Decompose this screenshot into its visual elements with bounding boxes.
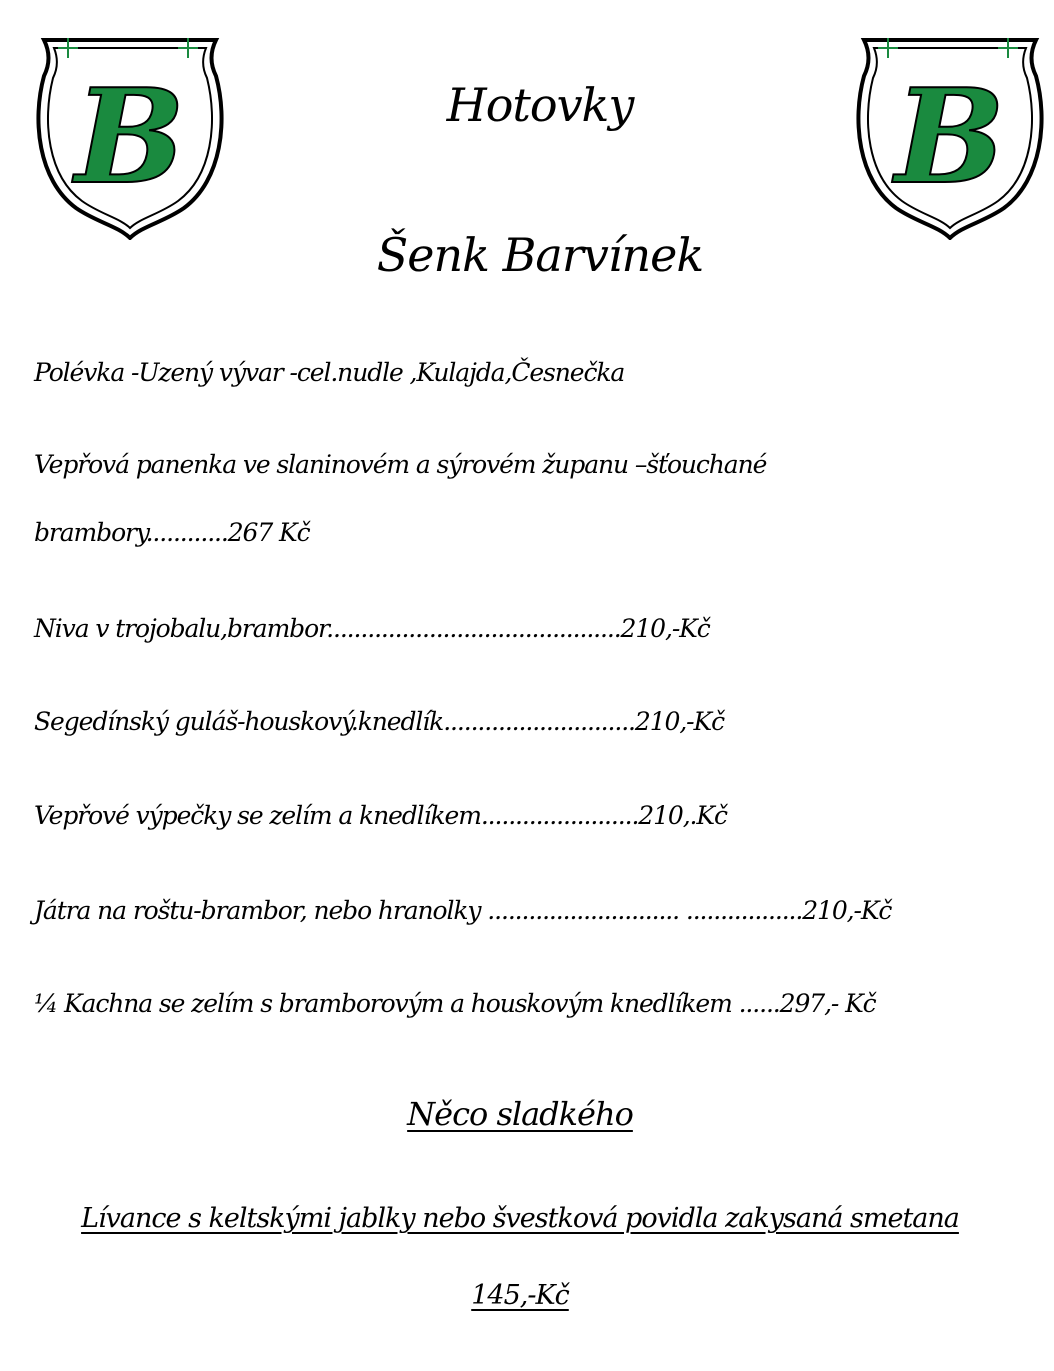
logo-letter: B	[895, 60, 1005, 213]
restaurant-name: Šenk Barvínek	[376, 228, 704, 282]
dessert-price: 145,-Kč	[471, 1280, 569, 1311]
logo-letter: B	[75, 60, 185, 213]
menu-item-duck: ¼ Kachna se zelím s bramborovým a houskovým knedlíkem ......297,- Kč	[34, 989, 876, 1018]
menu-item-niva: Niva v trojobalu,brambor...........................................210,-Kč	[34, 614, 710, 643]
menu-item-liver: Játra na roštu-brambor, nebo hranolky ............................ .................210,-Kč	[34, 896, 892, 925]
menu-item-pork-tenderloin-line2: brambory............267 Kč	[34, 518, 310, 547]
menu-item-roast-pork: Vepřové výpečky se zelím a knedlíkem.......................210,.Kč	[34, 801, 727, 830]
page-title: Hotovky	[446, 78, 634, 132]
dessert-heading: Něco sladkého	[407, 1095, 633, 1133]
dessert-item: Lívance s keltskými jablky nebo švestková povidla zakysaná smetana	[81, 1203, 959, 1234]
crest-logo-right	[854, 30, 1046, 240]
menu-item-goulash: Segedínský guláš-houskový.knedlík............................210,-Kč	[34, 707, 724, 736]
crest-logo-left	[34, 30, 226, 240]
menu-item-pork-tenderloin-line1: Vepřová panenka ve slaninovém a sýrovém županu –šťouchané	[34, 450, 767, 479]
soup-line: Polévka -Uzený vývar -cel.nudle ,Kulajda,Česnečka	[34, 358, 625, 387]
